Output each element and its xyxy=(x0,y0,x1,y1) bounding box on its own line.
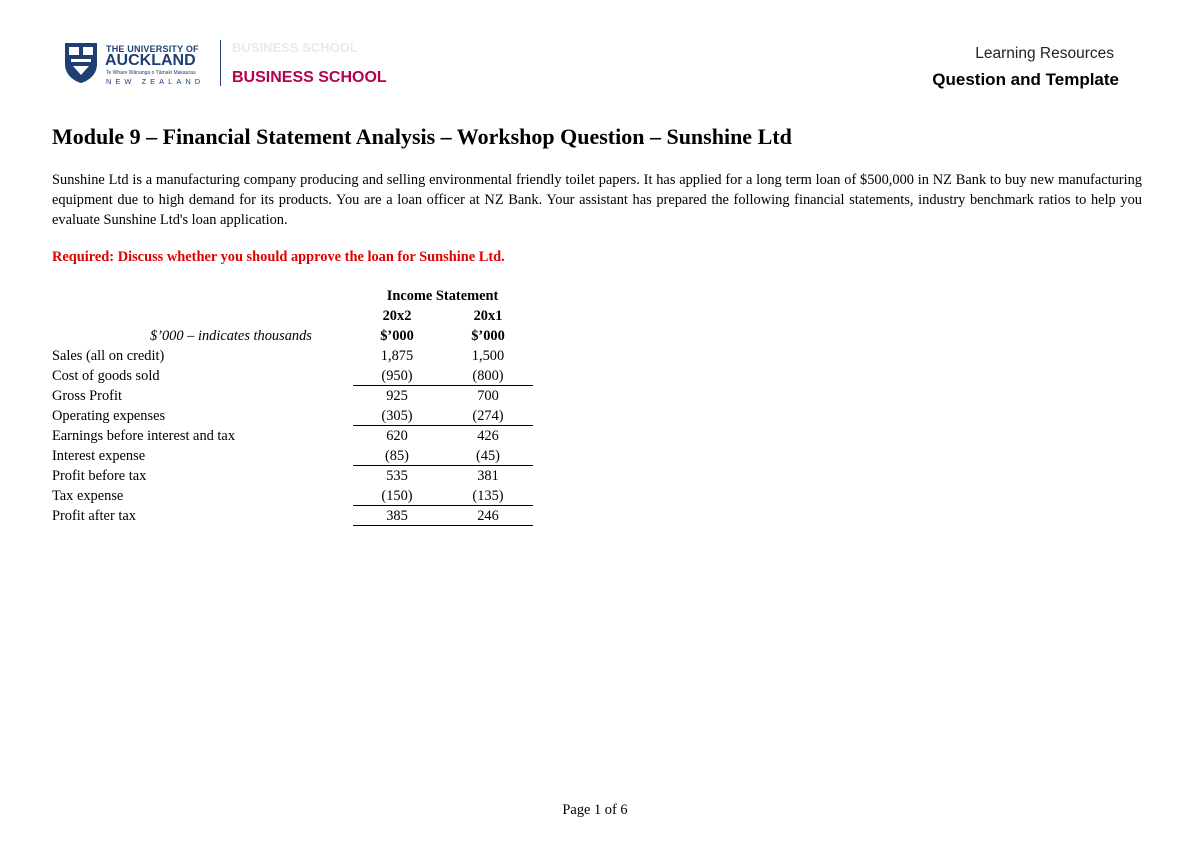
unit-header-20x1: $’000 xyxy=(471,328,505,344)
row-label: Earnings before interest and tax xyxy=(52,428,236,444)
value-20x1: (274) xyxy=(472,408,504,424)
value-20x2: (305) xyxy=(381,408,413,424)
value-20x2: 385 xyxy=(386,508,408,524)
value-20x2: (150) xyxy=(381,488,413,504)
university-country: NEW ZEALAND xyxy=(106,77,205,86)
university-maori-name: Te Whare Wānanga o Tāmaki Makaurau xyxy=(106,70,196,76)
value-20x2: 925 xyxy=(386,388,408,404)
value-20x2: (85) xyxy=(385,448,409,464)
university-logo xyxy=(64,40,414,94)
value-20x1: 381 xyxy=(477,468,499,484)
value-20x1: 700 xyxy=(477,388,499,404)
university-name: AUCKLAND xyxy=(105,52,196,69)
row-label: Cost of goods sold xyxy=(52,368,160,384)
intro-paragraph: Sunshine Ltd is a manufacturing company producing and selling environmental friendly toilet papers. It has applied for a long term loan of $500,000 in NZ Bank to buy new manufacturing equipment due to high demand for its products. You are a loan officer at NZ Bank. Your assistant has prepared the following financial statements, industry benchmark ratios to help you evaluate Sunshine Ltd's loan application. xyxy=(52,172,1142,228)
year-header-20x1: 20x1 xyxy=(473,308,503,324)
value-20x2: 620 xyxy=(386,428,408,444)
university-crest-icon xyxy=(64,42,98,84)
learning-resources-label: Learning Resources xyxy=(975,45,1114,62)
row-label: Profit before tax xyxy=(52,468,147,484)
document-title: Module 9 – Financial Statement Analysis – Workshop Question – Sunshine Ltd xyxy=(52,124,792,149)
university-name-line1: THE UNIVERSITY OF xyxy=(106,44,199,54)
statement-heading: Income Statement xyxy=(386,288,499,304)
row-label: Profit after tax xyxy=(52,508,136,524)
row-label: Operating expenses xyxy=(52,408,166,424)
value-20x2: 1,875 xyxy=(380,348,414,364)
required-instruction: Required: Discuss whether you should approve the loan for Sunshine Ltd. xyxy=(52,249,505,265)
business-school-watermark: BUSINESS SCHOOL xyxy=(232,40,358,55)
value-20x1: 1,500 xyxy=(471,348,505,364)
row-label: Tax expense xyxy=(52,488,124,504)
unit-note: $’000 – indicates thousands xyxy=(150,328,312,344)
row-label: Sales (all on credit) xyxy=(52,348,165,364)
value-20x1: 426 xyxy=(477,428,499,444)
unit-header-20x2: $’000 xyxy=(380,328,414,344)
question-template-label: Question and Template xyxy=(932,70,1119,89)
value-20x1: 246 xyxy=(477,508,499,524)
total-rule xyxy=(353,525,533,526)
value-20x1: (800) xyxy=(472,368,504,384)
value-20x1: (45) xyxy=(476,448,500,464)
year-header-20x2: 20x2 xyxy=(382,308,412,324)
row-label: Gross Profit xyxy=(52,388,122,404)
page-number: Page 1 of 6 xyxy=(562,802,628,818)
value-20x1: (135) xyxy=(472,488,504,504)
value-20x2: 535 xyxy=(386,468,408,484)
row-label: Interest expense xyxy=(52,448,146,464)
business-school-label: BUSINESS SCHOOL xyxy=(232,69,387,86)
logo-divider xyxy=(220,40,221,86)
value-20x2: (950) xyxy=(381,368,413,384)
